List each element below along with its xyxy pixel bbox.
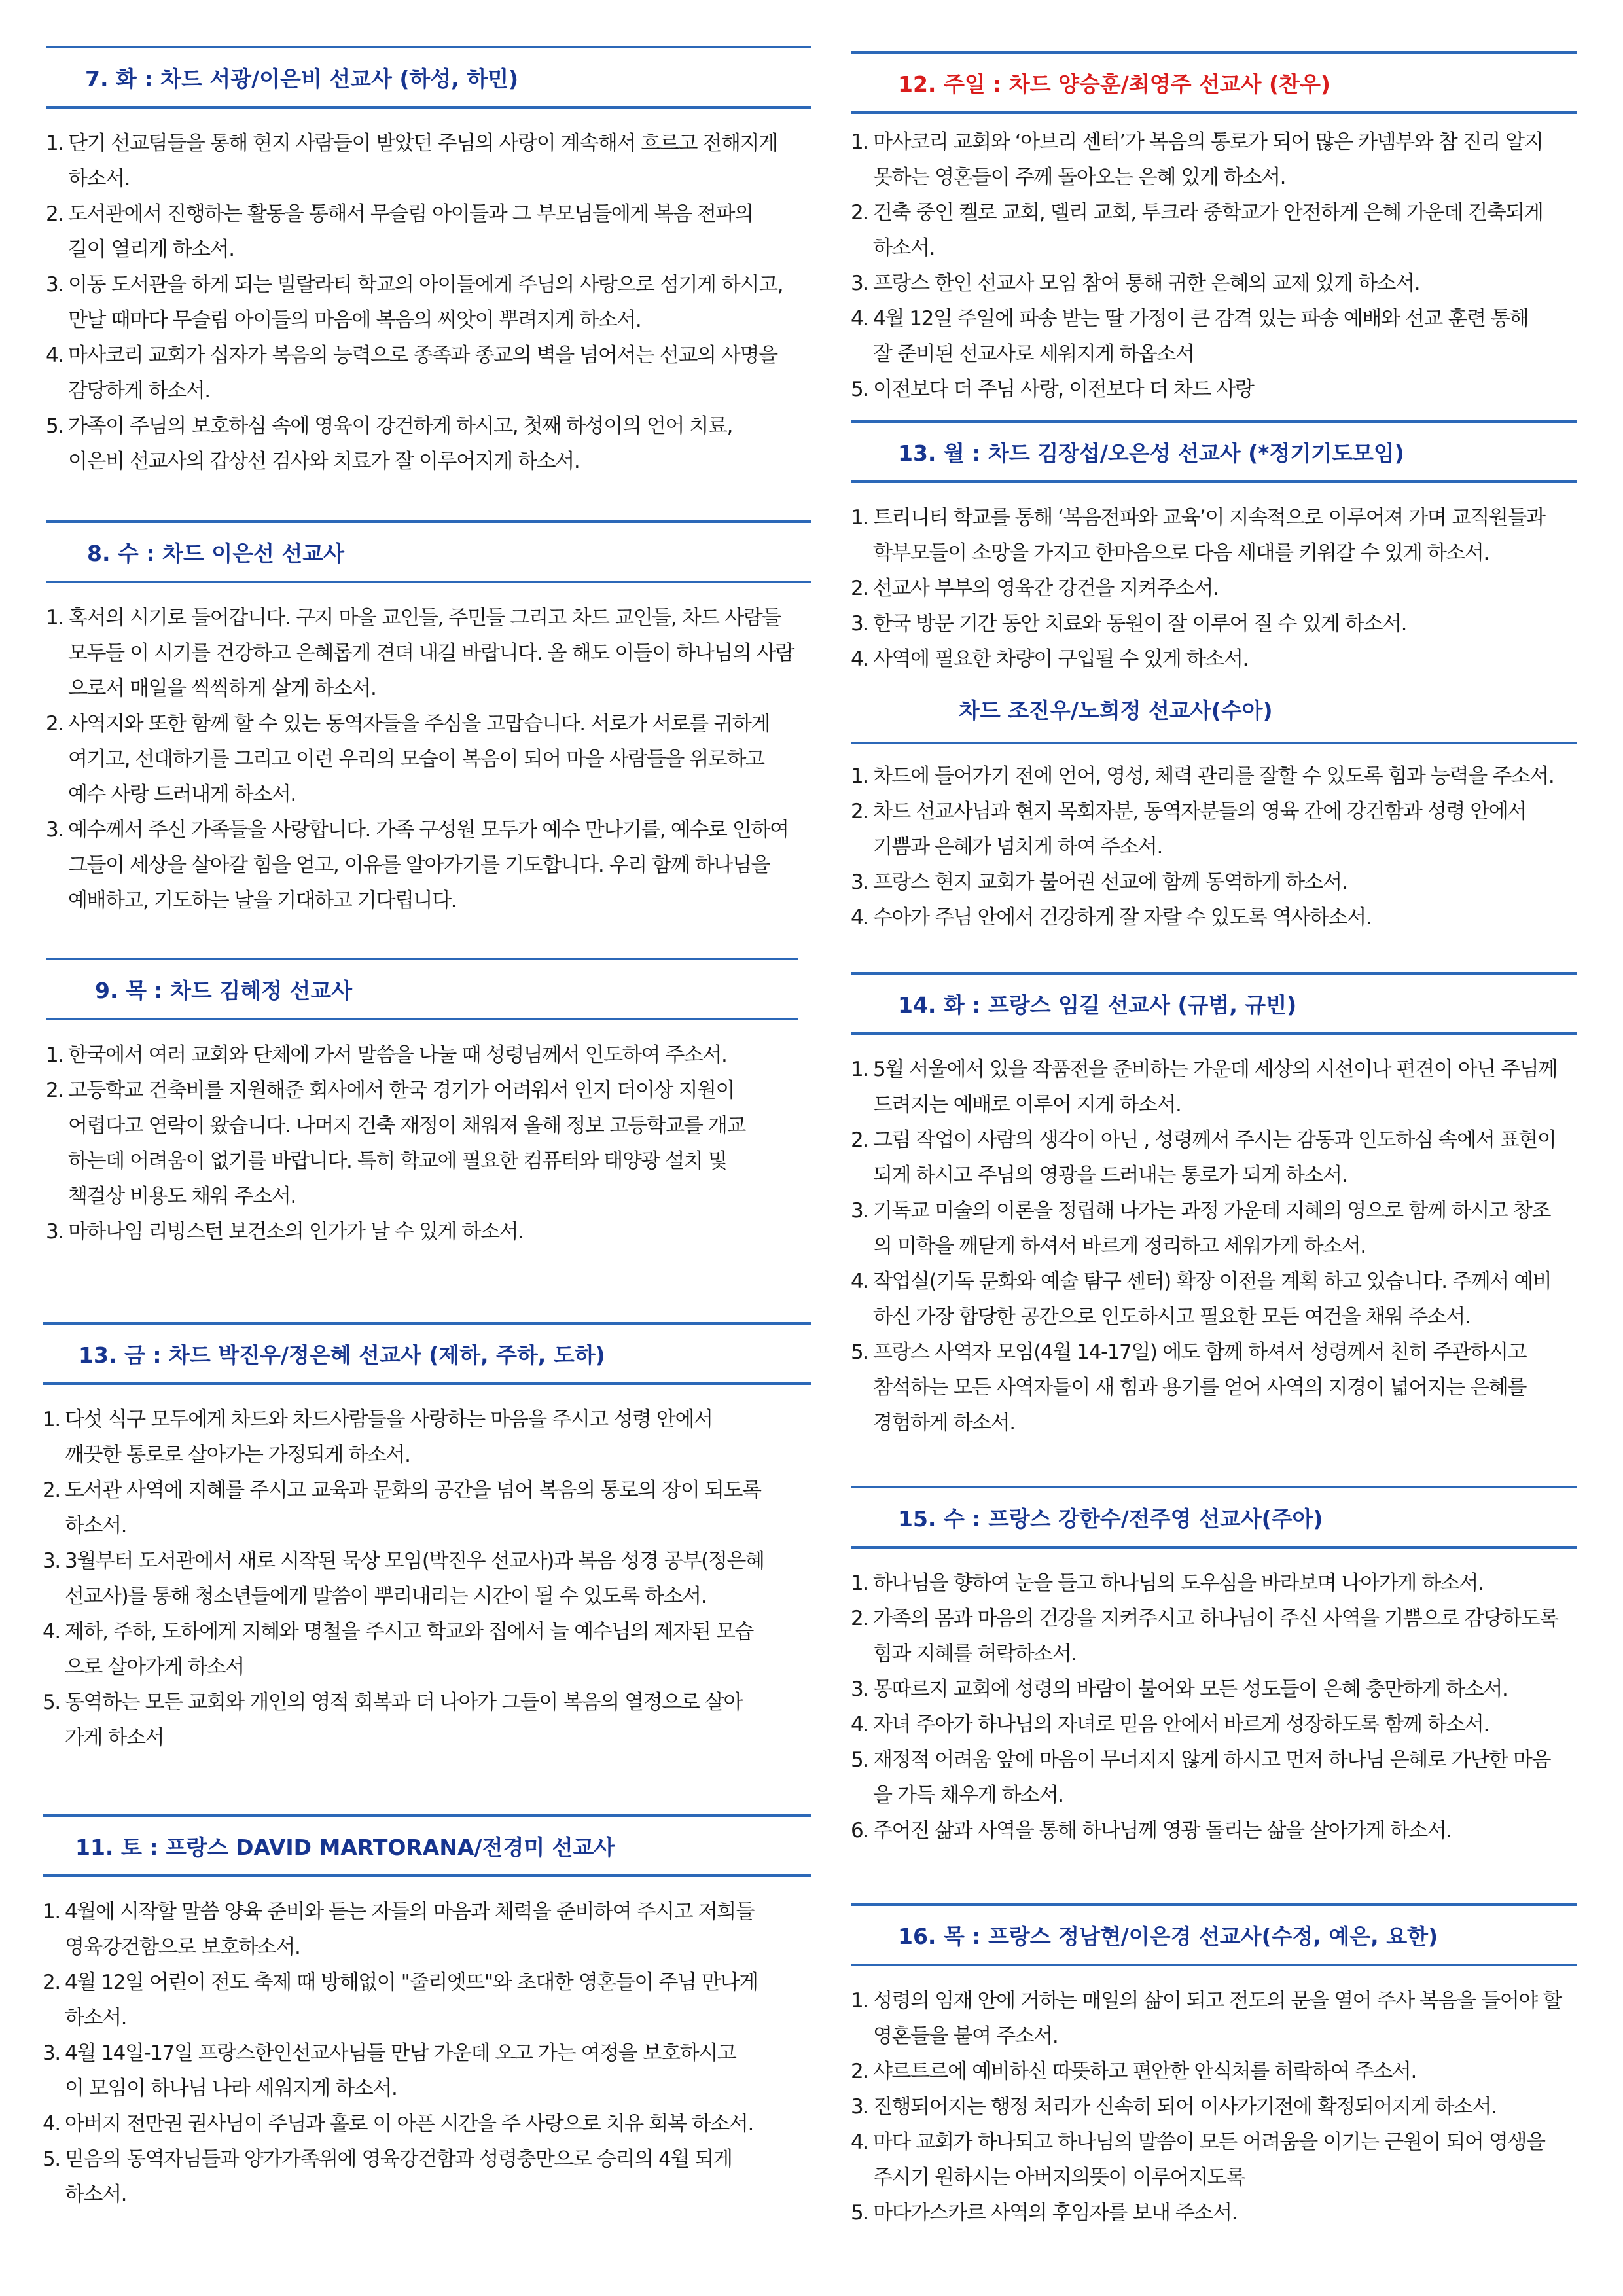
prayer-item: [46, 706, 812, 812]
item-text: 믿음의 동역자님들과 양가가족위에 영육강건함과 성령충만으로 승리의 4월 되게 하소서.: [65, 2147, 732, 2206]
prayer-item: [43, 1614, 812, 1685]
item-number: 4.: [851, 2130, 868, 2154]
prayer-item: [46, 1073, 798, 1214]
item-number: 3.: [46, 1220, 63, 1244]
item-text: 그림 작업이 사람의 생각이 아닌 , 성령께서 주시는 감동과 인도하심 속에서 표현이 되게 하시고 주님의 영광을 드러내는 통로가 되게 하소서.: [873, 1128, 1556, 1187]
item-text: 한국에서 여러 교회와 단체에 가서 말씀을 나눌 때 성령님께서 인도하여 주소서.: [68, 1043, 727, 1067]
prayer-item: [46, 1037, 798, 1073]
item-number: 5.: [851, 378, 868, 401]
section-header: [851, 420, 1577, 483]
prayer-item: [43, 1894, 812, 1965]
divider: [851, 742, 1577, 744]
section-header: [43, 1814, 812, 1877]
prayer-item: [851, 1193, 1577, 1264]
section-14: [851, 972, 1577, 1441]
item-text: 마사코리 교회가 십자가 복음의 능력으로 종족과 종교의 벽을 넘어서는 선교의 사명을 감당하게 하소서.: [68, 344, 777, 403]
item-text: 제하, 주하, 도하에게 지혜와 명철을 주시고 학교와 집에서 늘 예수님의 제자된 모습 으로 살아가게 하소서: [65, 1620, 753, 1679]
section-title: 16. 목 : 프랑스 정남현/이은경 선교사(수정, 예은, 요한): [898, 1923, 1438, 1949]
item-text: 가족의 몸과 마음의 건강을 지켜주시고 하나님이 주신 사역을 기쁨으로 감당하도록 힘과 지혜를 허락하소서.: [873, 1607, 1558, 1666]
item-text: 5월 서울에서 있을 작품전을 준비하는 가운데 세상의 시선이나 편견이 아닌 주님께 드려지는 예배로 이루어 지게 하소서.: [873, 1058, 1557, 1117]
sub-title: 차드 조진우/노희정 선교사(수아): [959, 698, 1273, 723]
prayer-item: [43, 2142, 812, 2212]
item-text: 아버지 전만권 권사님이 주님과 홀로 이 아픈 시간을 주 사랑으로 치유 회복 하소서.: [65, 2112, 753, 2136]
section-title: 14. 화 : 프랑스 임길 선교사 (규범, 규빈): [898, 992, 1297, 1018]
item-number: 5.: [851, 1340, 868, 1364]
prayer-item: [46, 267, 812, 338]
item-text: 고등학교 건축비를 지원해준 회사에서 한국 경기가 어려워서 인지 더이상 지원이 어렵다고 연락이 왔습니다. 나머지 건축 재정이 채워져 올해 정보 고등학교를 개교 하는데 어려움이 없기를 바랍니다. 특히 학교에 필요한 컴퓨터와 태양광 설치 및 책걸상 비용도 채워 주소서.: [68, 1079, 746, 1208]
section-title: 13. 월 : 차드 김장섭/오은성 선교사 (*정기기도모임): [898, 440, 1404, 466]
prayer-item: [46, 408, 812, 479]
item-number: 4.: [43, 2112, 60, 2136]
prayer-item: [43, 2036, 812, 2106]
item-number: 1.: [851, 1989, 868, 2013]
prayer-item: [851, 2054, 1577, 2089]
prayer-list: [46, 126, 812, 479]
item-text: 선교사 부부의 영육간 강건을 지켜주소서.: [873, 577, 1219, 600]
prayer-item: [851, 1601, 1577, 1672]
item-number: 2.: [46, 712, 63, 736]
section-header: [46, 46, 812, 109]
item-text: 진행되어지는 행정 처리가 신속히 되어 이사가기전에 확정되어지게 하소서.: [873, 2095, 1497, 2119]
prayer-item: [851, 2125, 1577, 2195]
prayer-item: [43, 1685, 812, 1755]
item-text: 프랑스 한인 선교사 모임 참여 통해 귀한 은혜의 교제 있게 하소서.: [873, 272, 1420, 295]
section-title: 12. 주일 : 차드 양승훈/최영주 선교사 (찬우): [898, 71, 1330, 97]
prayer-item: [43, 2106, 812, 2142]
item-number: 1.: [46, 1043, 63, 1067]
section-7: [46, 46, 812, 479]
item-number: 4.: [43, 1620, 60, 1643]
prayer-list: [851, 124, 1577, 407]
item-number: 2.: [851, 1607, 868, 1630]
item-number: 5.: [46, 414, 63, 438]
prayer-item: [851, 641, 1577, 677]
item-text: 프랑스 사역자 모임(4월 14-17일) 에도 함께 하셔서 성령께서 친히 주관하시고 참석하는 모든 사역자들이 새 힘과 용기를 얻어 사역의 지경이 넓어지는 은혜를 경험하게 하소서.: [873, 1340, 1527, 1435]
section-title: 11. 토 : 프랑스 DAVID MARTORANA/전경미 선교사: [75, 1834, 615, 1860]
item-text: 4월 14일-17일 프랑스한인선교사님들 만남 가운데 오고 가는 여정을 보호하시고 이 모임이 하나님 나라 세워지게 하소서.: [65, 2041, 736, 2100]
item-text: 트리니티 학교를 통해 ‘복음전파와 교육’이 지속적으로 이루어져 가며 교직원들과 학부모들이 소망을 가지고 한마음으로 다음 세대를 키워갈 수 있게 하소서.: [873, 506, 1545, 565]
item-number: 4.: [851, 1270, 868, 1293]
item-number: 3.: [851, 1677, 868, 1701]
item-number: 1.: [851, 1058, 868, 1081]
item-text: 주어진 삶과 사역을 통해 하나님께 영광 돌리는 삶을 살아가게 하소서.: [873, 1819, 1452, 1842]
item-text: 3월부터 도서관에서 새로 시작된 묵상 모임(박진우 선교사)과 복음 성경 공부(정은혜 선교사)를 통해 청소년들에게 말씀이 뿌리내리는 시간이 될 수 있도록 하소서.: [65, 1549, 764, 1608]
item-text: 단기 선교팀들을 통해 현지 사람들이 받았던 주님의 사랑이 계속해서 흐르고 전해지게 하소서.: [68, 132, 777, 190]
item-text: 이동 도서관을 하게 되는 빌랄라티 학교의 아이들에게 주님의 사랑으로 섬기게 하시고, 만날 때마다 무슬림 아이들의 마음에 복음의 씨앗이 뿌려지게 하소서.: [68, 273, 783, 332]
item-text: 샤르트르에 예비하신 따뜻하고 편안한 안식처를 허락하여 주소서.: [873, 2060, 1416, 2083]
item-number: 3.: [46, 273, 63, 296]
prayer-item: [46, 1214, 798, 1249]
section-header: [851, 972, 1577, 1035]
item-number: 1.: [46, 606, 63, 630]
item-number: 4.: [851, 647, 868, 671]
item-number: 1.: [851, 130, 868, 154]
prayer-item: [46, 600, 812, 706]
prayer-item: [851, 759, 1577, 794]
prayer-item: [851, 1052, 1577, 1122]
prayer-item: [851, 500, 1577, 571]
prayer-item: [851, 1707, 1577, 1742]
item-number: 3.: [851, 2095, 868, 2119]
prayer-item: [851, 900, 1577, 935]
prayer-item: [851, 865, 1577, 900]
prayer-list: [43, 1402, 812, 1755]
prayer-list: [851, 759, 1577, 935]
prayer-item: [851, 2195, 1577, 2231]
section-header: [43, 1322, 812, 1385]
prayer-item: [851, 1335, 1577, 1441]
item-text: 예수께서 주신 가족들을 사랑합니다. 가족 구성원 모두가 예수 만나기를, 예수로 인하여 그들이 세상을 살아갈 힘을 얻고, 이유를 알아가기를 기도합니다. 우리 함께 하나님을 예배하고, 기도하는 날을 기대하고 기다립니다.: [68, 818, 789, 912]
prayer-item: [43, 1543, 812, 1614]
item-text: 프랑스 현지 교회가 불어권 선교에 함께 동역하게 하소서.: [873, 870, 1347, 894]
item-number: 3.: [43, 2041, 60, 2065]
prayer-item: [851, 1813, 1577, 1848]
item-number: 1.: [43, 1408, 60, 1431]
item-text: 하나님을 향하여 눈을 들고 하나님의 도우심을 바라보며 나아가게 하소서.: [873, 1571, 1484, 1595]
prayer-item: [46, 338, 812, 408]
item-text: 이전보다 더 주님 사랑, 이전보다 더 차드 사랑: [873, 378, 1254, 401]
prayer-item: [43, 1402, 812, 1473]
prayer-item: [851, 606, 1577, 641]
item-number: 3.: [851, 272, 868, 295]
item-text: 동역하는 모든 교회와 개인의 영적 회복과 더 나아가 그들이 복음의 열정으로 살아 가게 하소서: [65, 1691, 743, 1749]
item-number: 1.: [851, 1571, 868, 1595]
item-text: 혹서의 시기로 들어갑니다. 구지 마을 교인들, 주민들 그리고 차드 교인들, 차드 사람들 모두들 이 시기를 건강하고 은혜롭게 견뎌 내길 바랍니다. 올 해도 이들이 하나님의 사람 으로서 매일을 씩씩하게 살게 하소서.: [68, 606, 794, 700]
prayer-item: [851, 124, 1577, 195]
item-number: 2.: [46, 202, 63, 226]
item-text: 작업실(기독 문화와 예술 탐구 센터) 확장 이전을 계획 하고 있습니다. 주께서 예비 하신 가장 합당한 공간으로 인도하시고 필요한 모든 여건을 채워 주소서.: [873, 1270, 1552, 1329]
item-text: 가족이 주님의 보호하심 속에 영육이 강건하게 하시고, 첫째 하성이의 언어 치료, 이은비 선교사의 갑상선 검사와 치료가 잘 이루어지게 하소서.: [68, 414, 732, 473]
item-text: 성령의 임재 안에 거하는 매일의 삶이 되고 전도의 문을 열어 주사 복음을 들어야 할 영혼들을 붙여 주소서.: [873, 1989, 1561, 2048]
item-number: 4.: [851, 1713, 868, 1736]
item-number: 2.: [851, 2060, 868, 2083]
prayer-item: [851, 1566, 1577, 1601]
item-text: 사역지와 또한 함께 할 수 있는 동역자들을 주심을 고맙습니다. 서로가 서로를 귀하게 여기고, 선대하기를 그리고 이런 우리의 모습이 복음이 되어 마을 사람들을 위로하고 예수 사랑 드러내게 하소서.: [68, 712, 770, 806]
item-text: 도서관 사역에 지혜를 주시고 교육과 문화의 공간을 넘어 복음의 통로의 장이 되도록 하소서.: [65, 1479, 761, 1537]
section-9: [46, 958, 798, 1249]
prayer-item: [851, 1264, 1577, 1335]
prayer-item: [43, 1965, 812, 2036]
item-number: 5.: [43, 2147, 60, 2171]
prayer-item: [851, 301, 1577, 372]
prayer-item: [851, 2089, 1577, 2125]
prayer-item: [851, 195, 1577, 266]
prayer-item: [851, 372, 1577, 407]
item-number: 2.: [43, 1479, 60, 1502]
item-text: 4월에 시작할 말씀 양육 준비와 듣는 자들의 마음과 체력을 준비하여 주시고 저희들 영육강건함으로 보호하소서.: [65, 1900, 755, 1959]
section-header: [46, 958, 798, 1020]
prayer-item: [851, 1983, 1577, 2054]
section-header: [46, 520, 812, 583]
item-text: 마다 교회가 하나되고 하나님의 말씀이 모든 어려움을 이기는 근원이 되어 영생을 주시기 원하시는 아버지의뜻이 이루어지도록: [873, 2130, 1545, 2189]
item-number: 1.: [851, 764, 868, 788]
item-number: 2.: [851, 1128, 868, 1152]
item-number: 3.: [851, 1199, 868, 1223]
section-title: 8. 수 : 차드 이은선 선교사: [87, 540, 345, 566]
item-text: 4월 12일 주일에 파송 받는 딸 가정이 큰 감격 있는 파송 예배와 선교 훈련 통해 잘 준비된 선교사로 세워지게 하옵소서: [873, 307, 1529, 366]
prayer-item: [851, 571, 1577, 606]
item-text: 자녀 주아가 하나님의 자녀로 믿음 안에서 바르게 성장하도록 함께 하소서.: [873, 1713, 1489, 1736]
item-number: 3.: [46, 818, 63, 842]
prayer-item: [851, 1122, 1577, 1193]
item-number: 2.: [46, 1079, 63, 1102]
section-12: [851, 51, 1577, 407]
section-title: 7. 화 : 차드 서광/이은비 선교사 (하성, 하민): [85, 65, 519, 92]
item-number: 1.: [851, 506, 868, 529]
prayer-item: [851, 266, 1577, 301]
prayer-list: [851, 1566, 1577, 1848]
prayer-item: [851, 1742, 1577, 1813]
section-10: [43, 1322, 812, 1755]
prayer-item: [46, 126, 812, 196]
item-number: 4.: [851, 906, 868, 929]
section-title: 15. 수 : 프랑스 강한수/전주영 선교사(주아): [898, 1505, 1323, 1532]
section-header: [851, 51, 1577, 114]
item-number: 4.: [46, 344, 63, 367]
item-number: 2.: [43, 1971, 60, 1994]
item-number: 5.: [851, 1748, 868, 1772]
prayer-list: [46, 1037, 798, 1249]
item-number: 3.: [851, 612, 868, 636]
prayer-item: [46, 196, 812, 267]
prayer-item: [46, 812, 812, 918]
item-text: 마하나임 리빙스턴 보건소의 인가가 날 수 있게 하소서.: [68, 1220, 524, 1244]
prayer-list: [46, 600, 812, 918]
item-number: 4.: [851, 307, 868, 331]
prayer-list: [851, 1983, 1577, 2231]
prayer-list: [43, 1894, 812, 2212]
item-text: 몽따르지 교회에 성령의 바람이 불어와 모든 성도들이 은혜 충만하게 하소서.: [873, 1677, 1508, 1701]
section-8: [46, 520, 812, 918]
item-number: 1.: [43, 1900, 60, 1924]
item-number: 5.: [43, 1691, 60, 1714]
prayer-list: [851, 500, 1577, 677]
item-number: 5.: [851, 2201, 868, 2225]
item-number: 3.: [851, 870, 868, 894]
section-header: [851, 1486, 1577, 1549]
item-number: 3.: [43, 1549, 60, 1573]
prayer-list: [851, 1052, 1577, 1441]
item-text: 수아가 주님 안에서 건강하게 잘 자랄 수 있도록 역사하소서.: [873, 906, 1372, 929]
prayer-item: [851, 1672, 1577, 1707]
item-text: 차드에 들어가기 전에 언어, 영성, 체력 관리를 잘할 수 있도록 힘과 능력을 주소서.: [873, 764, 1554, 788]
prayer-item: [851, 794, 1577, 865]
item-text: 마다가스카르 사역의 후임자를 보내 주소서.: [873, 2201, 1238, 2225]
item-text: 마사코리 교회와 ‘아브리 센터’가 복음의 통로가 되어 많은 카넴부와 참 진리 알지 못하는 영혼들이 주께 돌아오는 은혜 있게 하소서.: [873, 130, 1543, 189]
prayer-item: [43, 1473, 812, 1543]
section-header: [851, 1903, 1577, 1966]
item-text: 건축 중인 켈로 교회, 델리 교회, 투크라 중학교가 안전하게 은혜 가운데 건축되게 하소서.: [873, 201, 1543, 260]
item-number: 6.: [851, 1819, 868, 1842]
section-title: 13. 금 : 차드 박진우/정은혜 선교사 (제하, 주하, 도하): [79, 1342, 605, 1368]
section-15: [851, 1486, 1577, 1848]
item-text: 재정적 어려움 앞에 마음이 무너지지 않게 하시고 먼저 하나님 은혜로 가난한 마음 을 가득 채우게 하소서.: [873, 1748, 1551, 1807]
item-number: 2.: [851, 577, 868, 600]
section-13: [851, 420, 1577, 935]
item-number: 2.: [851, 201, 868, 224]
item-text: 도서관에서 진행하는 활동을 통해서 무슬림 아이들과 그 부모님들에게 복음 전파의 길이 열리게 하소서.: [68, 202, 753, 261]
section-title: 9. 목 : 차드 김혜정 선교사: [95, 977, 353, 1003]
section-11: [43, 1814, 812, 2212]
item-text: 기독교 미술의 이론을 정립해 나가는 과정 가운데 지혜의 영으로 함께 하시고 창조 의 미학을 깨닫게 하셔서 바르게 정리하고 세워가게 하소서.: [873, 1199, 1551, 1258]
item-number: 1.: [46, 132, 63, 155]
section-16: [851, 1903, 1577, 2231]
item-text: 한국 방문 기간 동안 치료와 동원이 잘 이루어 질 수 있게 하소서.: [873, 612, 1407, 636]
item-text: 4월 12일 어린이 전도 축제 때 방해없이 "줄리엣뜨"와 초대한 영혼들이 주님 만나게 하소서.: [65, 1971, 758, 2030]
item-text: 사역에 필요한 차량이 구입될 수 있게 하소서.: [873, 647, 1249, 671]
item-number: 2.: [851, 800, 868, 823]
item-text: 다섯 식구 모두에게 차드와 차드사람들을 사랑하는 마음을 주시고 성령 안에서 깨끗한 통로로 살아가는 가정되게 하소서.: [65, 1408, 713, 1467]
item-text: 차드 선교사님과 현지 목회자분, 동역자분들의 영육 간에 강건함과 성령 안에서 기쁨과 은혜가 넘치게 하여 주소서.: [873, 800, 1527, 859]
